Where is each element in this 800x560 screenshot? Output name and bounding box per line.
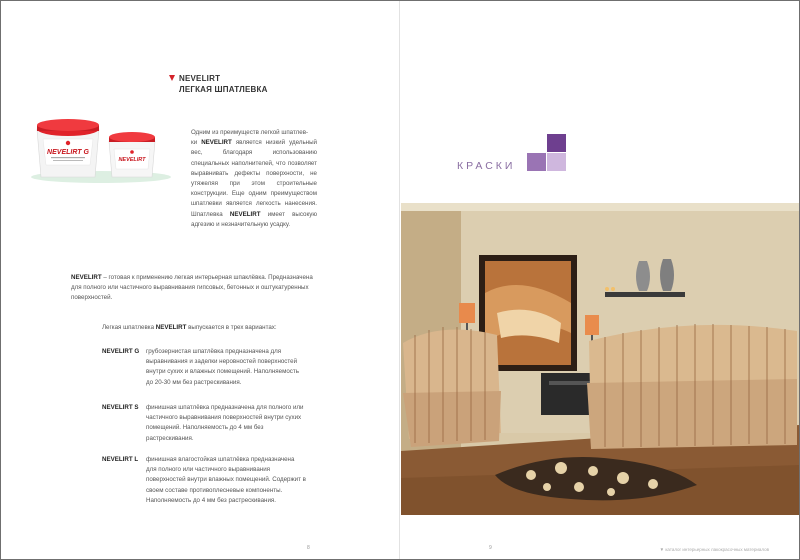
bucket-large-label: NEVELIRT G — [47, 149, 89, 156]
variants-intro — [102, 323, 322, 333]
title-brand: NEVELIRT — [179, 74, 221, 83]
variant-text: финишная шпатлёвка предназначена для полного или частичного выравнивания поверхностей внутри сухих помещений. Наполняемость до 4 мм без растрескивания. — [146, 404, 304, 442]
color-squares-logo — [527, 134, 567, 172]
product-title — [179, 73, 268, 95]
brand-bold: NEVELIRT — [201, 139, 232, 147]
brand-bold: NEVELIRT — [229, 210, 261, 218]
section-title: КРАСКИ — [457, 160, 516, 172]
bucket-small-label: NEVELIRT — [118, 157, 146, 163]
variant-label: NEVELIRT L — [102, 456, 139, 463]
left-page — [1, 1, 400, 559]
page-number-right: 9 — [489, 545, 492, 551]
variant-text: грубозернистая шпатлёвка предназначена для выравнивания и заделки неровностей поверхностей внутри сухих и влажных помещений. Наполняемость до 20-30 мм без растрескивания. — [146, 348, 299, 386]
interior-photo — [401, 203, 799, 515]
brand-bold: NEVELIRT — [71, 274, 102, 281]
variant-text: финишная влагостойкая шпатлёвка предназначена для полного или частичного выравнивания поверхностей внутри влажных помещений. Содержит в своем составе противоплесневые компоненты. Наполняемость до 4 мм без растрескивания. — [146, 456, 306, 504]
intro-text: имеет высокую адгезию и незначительную усадку. — [191, 210, 317, 228]
brand-bold: NEVELIRT — [155, 324, 187, 331]
description-text: – готовая к применению легкая интерьерная шпаклёвка. Предназначена для полного или частичного выравнивания гипсовых, бетонных и оштукатуренных поверхностей. — [71, 274, 313, 302]
catalog-spread — [1, 1, 799, 559]
footer-caption: ▼ каталог интерьерных лакокрасочных материалов — [659, 547, 769, 552]
intro-text: ки — [191, 139, 202, 147]
variant-label: NEVELIRT S — [102, 404, 139, 411]
description-paragraph — [71, 273, 321, 304]
right-page — [401, 1, 799, 559]
red-triangle-icon — [169, 75, 175, 81]
intro-text: является низкий удельный вес, благодаря использованию специальных наполнителей, что позволяет выравнивать дефекты поверхности, не утяжеляя при этом строительные конструкции. Еще одним преимуществом шпатлевки является легкость нанесения. Шпатлевка — [191, 139, 317, 218]
intro-text: Одним из преимуществ легкой шпатлев- — [191, 129, 309, 136]
variant-label: NEVELIRT G — [102, 348, 140, 355]
square-mid — [527, 153, 546, 171]
variants-intro-text: Легкая шпатлевка — [102, 324, 156, 331]
variants-intro-tail: выпускается в трех вариантах: — [186, 324, 277, 331]
product-buckets-image — [29, 109, 174, 184]
square-light — [547, 153, 566, 171]
page-number-left: 8 — [307, 545, 310, 551]
square-dark — [547, 134, 566, 152]
intro-paragraph — [191, 128, 317, 230]
title-product: ЛЕГКАЯ ШПАТЛЕВКА — [179, 85, 268, 94]
